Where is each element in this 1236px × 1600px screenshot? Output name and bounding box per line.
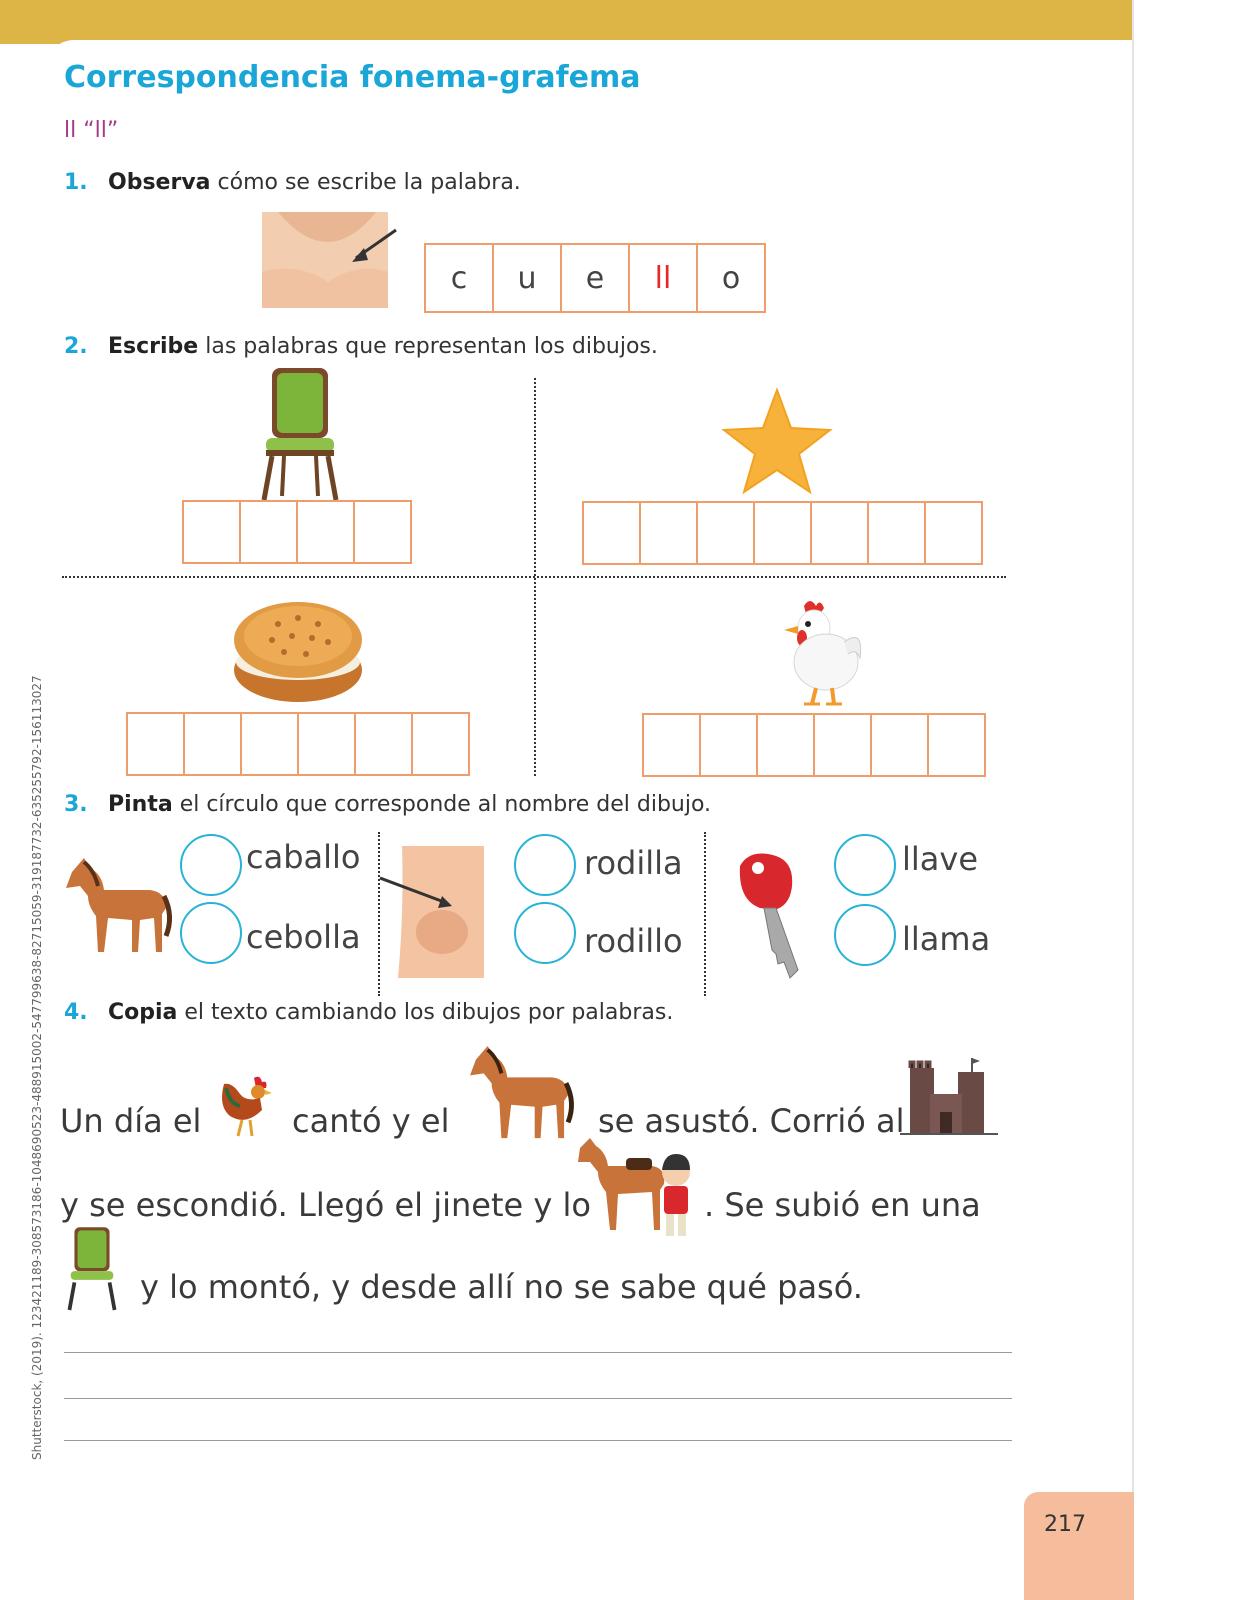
divider-vertical-ex3-b	[704, 832, 706, 996]
exercise-4-instruction	[64, 1000, 673, 1025]
writing-line[interactable]	[64, 1352, 1012, 1353]
option-circle-llave[interactable]	[834, 834, 896, 896]
chair-icon	[68, 1226, 116, 1310]
divider-horizontal	[62, 576, 1006, 578]
hen-icon	[776, 598, 864, 708]
exercise-2-text: las palabras que representan los dibujos.	[198, 334, 658, 359]
exercise-3-instruction	[64, 792, 711, 817]
answer-boxes-hen[interactable]	[642, 713, 986, 777]
option-label-rodillo: rodillo	[584, 922, 683, 960]
letter-box: o	[721, 260, 741, 296]
story-text-2: cantó y el	[292, 1102, 450, 1140]
option-label-caballo: caballo	[246, 838, 361, 876]
writing-line[interactable]	[64, 1440, 1012, 1441]
option-circle-rodilla[interactable]	[514, 834, 576, 896]
answer-boxes-cookie[interactable]	[126, 712, 470, 776]
answer-boxes-chair[interactable]	[182, 500, 412, 564]
exercise-3-number: 3.	[64, 792, 88, 817]
option-circle-cebolla[interactable]	[180, 902, 242, 964]
page-subtitle: ll “ll”	[64, 118, 119, 143]
castle-icon	[900, 1058, 998, 1136]
star-icon	[722, 388, 832, 494]
exercise-2-instruction	[64, 334, 658, 359]
letter-box: c	[426, 245, 494, 311]
image-credit: Shutterstock, (2019). 123421189-308573186-1048690523-488915002-547799638-82715059-319187732-635255792-156113027	[30, 675, 44, 1460]
letter-box: e	[562, 245, 630, 311]
exercise-4-verb: Copia	[108, 1000, 178, 1025]
exercise-3-verb: Pinta	[108, 792, 173, 817]
neck-icon	[258, 212, 398, 308]
story-text-1: Un día el	[60, 1102, 202, 1140]
option-label-llave: llave	[902, 840, 979, 878]
cookie-icon	[232, 600, 364, 704]
exercise-4-number: 4.	[64, 1000, 88, 1025]
page-edge	[1132, 0, 1134, 1600]
rider-with-horse-icon	[576, 1136, 696, 1238]
option-circle-rodillo[interactable]	[514, 902, 576, 964]
exercise-3-text: el círculo que corresponde al nombre del dibujo.	[172, 792, 712, 817]
option-circle-llama[interactable]	[834, 904, 896, 966]
exercise-2-number: 2.	[64, 334, 88, 359]
letter-box: u	[494, 245, 562, 311]
answer-boxes-star[interactable]	[582, 501, 983, 565]
page-number-tab	[1024, 1492, 1134, 1600]
exercise-1-instruction	[64, 170, 521, 195]
exercise-2-verb: Escribe	[108, 334, 199, 359]
story-text-3: se asustó. Corrió al	[598, 1102, 905, 1140]
top-color-bar	[0, 0, 1132, 44]
horse-icon	[62, 856, 172, 956]
key-icon	[736, 850, 802, 978]
word-cuello-boxes	[424, 243, 766, 313]
option-circle-caballo[interactable]	[180, 834, 242, 896]
page-number: 217	[1044, 1512, 1086, 1537]
option-label-cebolla: cebolla	[246, 918, 361, 956]
story-text-6: y lo montó, y desde allí no se sabe qué pasó.	[140, 1268, 863, 1306]
option-label-rodilla: rodilla	[584, 844, 683, 882]
exercise-1-verb: Observa	[108, 170, 211, 195]
horse-icon	[466, 1044, 574, 1142]
exercise-1-text: cómo se escribe la palabra.	[210, 170, 521, 195]
letter-box-highlight: ll	[630, 245, 698, 311]
exercise-1-number: 1.	[64, 170, 88, 195]
knee-icon	[380, 844, 492, 978]
story-text-5: . Se subió en una	[704, 1186, 981, 1224]
exercise-4-text: el texto cambiando los dibujos por palabras.	[177, 1000, 674, 1025]
page-title: Correspondencia fonema-grafema	[64, 60, 641, 95]
story-text-4: y se escondió. Llegó el jinete y lo	[60, 1186, 591, 1224]
chair-icon	[262, 366, 338, 500]
rooster-icon	[216, 1076, 272, 1138]
option-label-llama: llama	[902, 920, 991, 958]
writing-line[interactable]	[64, 1398, 1012, 1399]
